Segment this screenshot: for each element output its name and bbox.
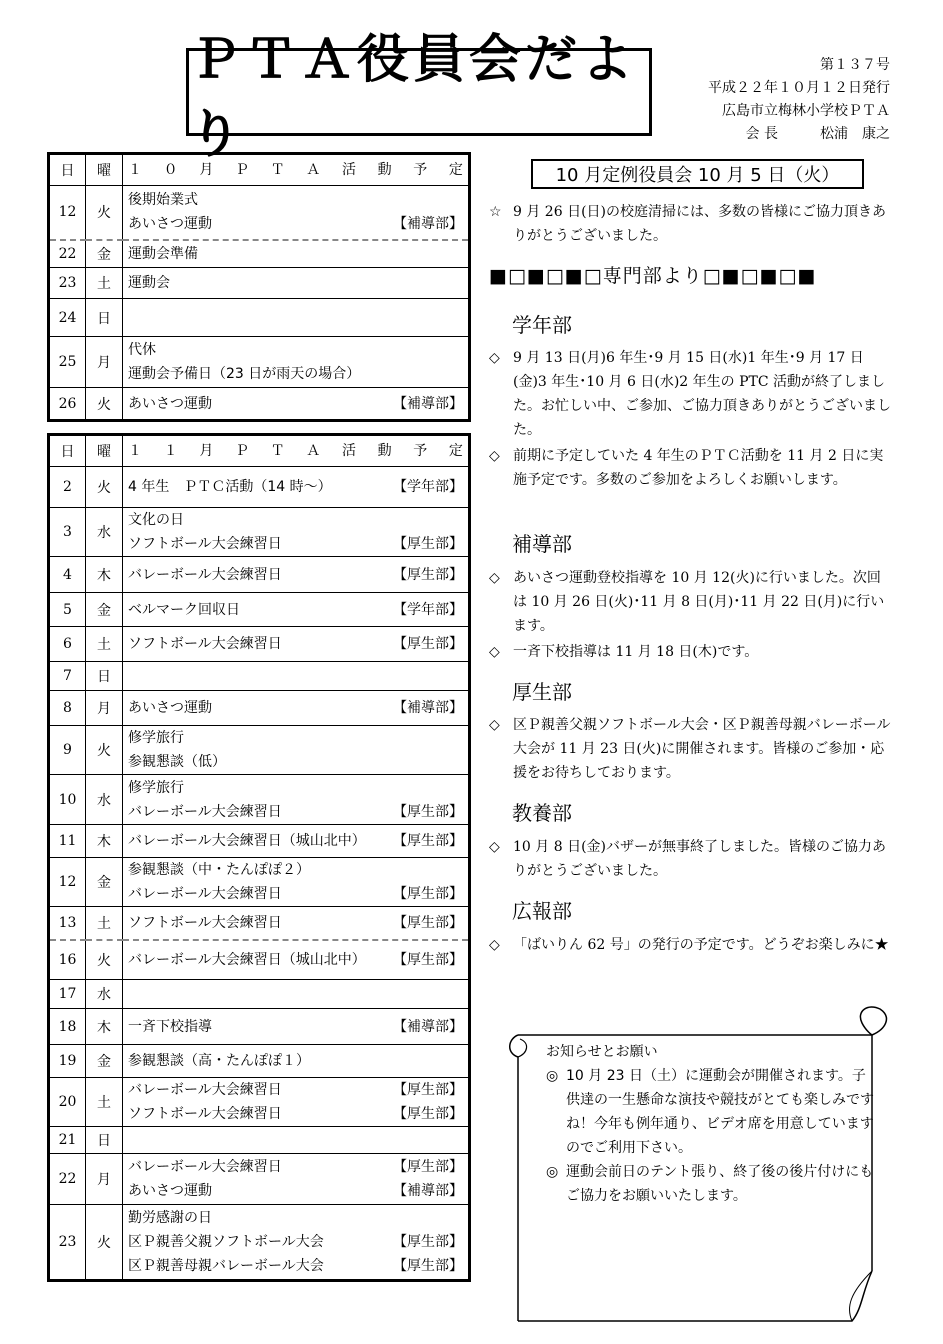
event-line <box>128 532 463 556</box>
weekday-cell: 水 <box>86 980 123 1009</box>
event-cell <box>123 940 470 980</box>
meeting-title: 10 月定例役員会 10 月 5 日（火） <box>531 159 864 189</box>
day-cell: 9 <box>49 726 86 775</box>
day-cell: 19 <box>49 1045 86 1078</box>
department-tag: 【厚生部】 <box>393 566 463 583</box>
day-cell: 20 <box>49 1078 86 1127</box>
day-cell: 4 <box>49 557 86 593</box>
department-tag: 【厚生部】 <box>393 1234 463 1250</box>
department-tag: 【厚生部】 <box>393 1159 463 1175</box>
november-schedule-table <box>47 433 471 1282</box>
event-cell <box>123 1205 470 1281</box>
event-line <box>128 858 463 882</box>
diamond-bullet-icon: ◇ <box>489 937 500 953</box>
event-cell <box>123 1045 470 1078</box>
weekday-cell: 金 <box>86 593 123 627</box>
heading-char: 定 <box>448 443 463 459</box>
event-line <box>128 632 463 656</box>
title-box <box>186 30 652 165</box>
day-cell: 12 <box>49 186 86 240</box>
schedule-row <box>49 1078 470 1127</box>
schedule-header-row <box>49 154 470 186</box>
event-line <box>128 508 463 532</box>
department-item-text: 10 月 8 日(金)バザーが無事終了しました。皆様のご協力ありがとうございました。 <box>513 839 886 879</box>
diamond-bullet-icon: ◇ <box>489 839 500 855</box>
heading-char: Ａ <box>306 162 321 178</box>
department-tag: 【厚生部】 <box>393 833 463 849</box>
schedule-row <box>49 858 470 907</box>
event-line <box>128 1179 463 1203</box>
heading-char: Ｐ <box>234 443 249 459</box>
weekday-cell: 日 <box>86 1127 123 1154</box>
event-cell <box>123 186 470 240</box>
department-heading: 学年部 <box>512 313 572 337</box>
president: 会 長 松浦 康之 <box>745 126 890 142</box>
department-tag: 【厚生部】 <box>393 1082 463 1098</box>
publisher: 広島市立梅林小学校ＰＴＡ <box>722 103 890 119</box>
day-cell: 12 <box>49 858 86 907</box>
day-cell: 11 <box>49 825 86 858</box>
heading-char: 動 <box>377 443 392 459</box>
event-line <box>128 188 463 212</box>
schedule-row <box>49 1154 470 1205</box>
event-text: 修学旅行 <box>128 779 184 796</box>
event-text: あいさつ運動 <box>128 395 212 412</box>
event-cell <box>123 858 470 907</box>
heading-char: ０ <box>163 162 178 178</box>
event-cell <box>123 907 470 940</box>
department-tag: 【補導部】 <box>393 1183 463 1199</box>
event-text: バレーボール大会練習日 <box>128 1082 282 1098</box>
weekday-cell: 水 <box>86 508 123 557</box>
department-item-text: 9 月 13 日(月)6 年生･9 月 15 日(水)1 年生･9 月 17 日(金)3 年生･10 月 6 日(水)2 年生の PTC 活動が終了しました。お忙しい中、ご参加、ご協力頂きありがとうございました。 <box>513 350 891 438</box>
event-text: ソフトボール大会練習日 <box>128 1106 282 1122</box>
department-tag: 【厚生部】 <box>393 803 463 820</box>
event-line <box>128 829 463 853</box>
heading-char: Ｔ <box>270 162 285 178</box>
event-text: 運動会 <box>128 275 170 291</box>
day-cell: 24 <box>49 299 86 337</box>
schedule-row <box>49 508 470 557</box>
event-text: 文化の日 <box>128 512 184 528</box>
schedule-row <box>49 299 470 337</box>
event-text: 4 年生 ＰＴＣ活動（14 時～） <box>128 479 332 495</box>
department-tag: 【厚生部】 <box>393 1106 463 1122</box>
event-text: 一斉下校指導 <box>128 1018 212 1035</box>
notice-item <box>546 1064 876 1160</box>
event-text: 勤労感謝の日 <box>128 1210 212 1226</box>
schedule-heading <box>123 154 470 186</box>
weekday-cell: 火 <box>86 388 123 421</box>
event-line <box>128 696 463 720</box>
heading-char: 活 <box>341 443 356 459</box>
department-item-text: 「ばいりん 62 号」の発行の予定です。どうぞお楽しみに★ <box>513 937 889 953</box>
event-cell <box>123 268 470 299</box>
heading-characters <box>128 439 463 463</box>
department-heading: 教養部 <box>512 801 572 825</box>
event-cell <box>123 557 470 593</box>
department-separator: ■□■□■□専門部より□■□■□■ <box>489 265 817 287</box>
weekday-cell: 火 <box>86 726 123 775</box>
event-text: あいさつ運動 <box>128 700 212 716</box>
weekday-cell: 土 <box>86 627 123 662</box>
event-cell <box>123 691 470 726</box>
event-text: バレーボール大会練習日 <box>128 886 282 902</box>
heading-char: 予 <box>413 443 428 459</box>
event-text: ソフトボール大会練習日 <box>128 636 282 652</box>
event-line <box>128 1155 463 1179</box>
event-line <box>128 475 463 499</box>
event-line <box>128 242 463 266</box>
department-item <box>489 835 893 883</box>
schedule-row <box>49 775 470 825</box>
event-line <box>128 1230 463 1254</box>
day-cell: 8 <box>49 691 86 726</box>
heading-char: Ｔ <box>270 443 285 459</box>
heading-char: 定 <box>448 162 463 178</box>
day-cell: 17 <box>49 980 86 1009</box>
event-cell <box>123 593 470 627</box>
event-cell <box>123 662 470 691</box>
schedule-row <box>49 467 470 508</box>
event-cell <box>123 775 470 825</box>
weekday-cell: 土 <box>86 268 123 299</box>
notice-box <box>546 1040 876 1208</box>
event-text: 代休 <box>128 342 156 358</box>
schedule-row <box>49 1127 470 1154</box>
department-heading: 広報部 <box>512 899 572 923</box>
schedule-row <box>49 662 470 691</box>
day-cell: 5 <box>49 593 86 627</box>
heading-char: 動 <box>377 162 392 178</box>
schedule-row <box>49 907 470 940</box>
diamond-bullet-icon: ◇ <box>489 448 500 464</box>
event-line <box>128 1015 463 1039</box>
heading-char: Ｐ <box>234 162 249 178</box>
diamond-bullet-icon: ◇ <box>489 350 500 366</box>
schedule-row <box>49 726 470 775</box>
schedule-heading <box>123 435 470 467</box>
department-tag: 【厚生部】 <box>393 636 463 652</box>
schedule-row <box>49 825 470 858</box>
heading-char: Ａ <box>306 443 321 459</box>
event-cell <box>123 825 470 858</box>
schedule-row <box>49 1205 470 1281</box>
event-line <box>128 1206 463 1230</box>
heading-characters <box>128 158 463 182</box>
event-text: 参観懇談（低） <box>128 754 226 770</box>
weekday-cell: 日 <box>86 299 123 337</box>
department-tag: 【学年部】 <box>393 601 463 618</box>
event-cell <box>123 1009 470 1045</box>
department-item <box>489 640 893 664</box>
event-text: 区Ｐ親善父親ソフトボール大会 <box>128 1234 324 1250</box>
diamond-bullet-icon: ◇ <box>489 570 500 586</box>
schedule-row <box>49 627 470 662</box>
event-text: バレーボール大会練習日 <box>128 1159 282 1175</box>
event-line <box>128 271 463 295</box>
day-cell: 3 <box>49 508 86 557</box>
day-cell: 26 <box>49 388 86 421</box>
event-cell <box>123 508 470 557</box>
weekday-cell: 木 <box>86 1009 123 1045</box>
day-cell: 6 <box>49 627 86 662</box>
department-item-text: あいさつ運動登校指導を 10 月 12(火)に行いました。次回は 10 月 26 日(火)･11 月 8 日(月)･11 月 22 日(月)に行います。 <box>513 570 885 634</box>
double-circle-bullet-icon: ◎ <box>546 1164 559 1180</box>
day-cell: 25 <box>49 337 86 388</box>
department-heading: 厚生部 <box>512 680 572 704</box>
day-cell: 13 <box>49 907 86 940</box>
event-line <box>128 882 463 906</box>
notice-item-text: 運動会前日のテント張り、終了後の後片付けにもご協力をお願いいたします。 <box>566 1164 874 1204</box>
schedule-row <box>49 268 470 299</box>
event-line <box>128 911 463 935</box>
weekday-cell: 火 <box>86 186 123 240</box>
weekday-cell: 金 <box>86 1045 123 1078</box>
weekday-cell: 木 <box>86 557 123 593</box>
event-text: バレーボール大会練習日 <box>128 566 282 583</box>
heading-char: 予 <box>413 162 428 178</box>
event-line <box>128 338 463 362</box>
schedule-row <box>49 240 470 268</box>
weekday-column-header: 曜 <box>86 154 123 186</box>
event-text: 運動会予備日（23 日が雨天の場合） <box>128 366 361 382</box>
department-item <box>489 566 893 638</box>
event-text: ソフトボール大会練習日 <box>128 914 282 931</box>
department-tag: 【厚生部】 <box>393 886 463 902</box>
event-text: あいさつ運動 <box>128 1183 212 1199</box>
schedule-row <box>49 1009 470 1045</box>
department-tag: 【補導部】 <box>393 395 463 412</box>
weekday-cell: 金 <box>86 858 123 907</box>
department-item-text: 一斉下校指導は 11 月 18 日(木)です。 <box>513 644 759 660</box>
heading-char: １ <box>128 443 142 459</box>
weekday-cell: 木 <box>86 825 123 858</box>
event-line <box>128 212 463 236</box>
diamond-bullet-icon: ◇ <box>489 644 500 660</box>
weekday-cell: 火 <box>86 1205 123 1281</box>
event-line <box>128 726 463 750</box>
event-cell <box>123 1078 470 1127</box>
event-text: 参観懇談（中・たんぽぽ２） <box>128 862 310 878</box>
schedule-row <box>49 1045 470 1078</box>
event-text: 修学旅行 <box>128 730 184 746</box>
weekday-cell: 月 <box>86 691 123 726</box>
day-cell: 23 <box>49 268 86 299</box>
heading-char: １ <box>163 443 178 459</box>
day-cell: 23 <box>49 1205 86 1281</box>
schedule-row <box>49 557 470 593</box>
schedule-row <box>49 388 470 421</box>
department-item-text: 前期に予定していた 4 年生のＰＴＣ活動を 11 月 2 日に実施予定です。多数のご参加をよろしくお願いします。 <box>513 448 884 488</box>
event-line <box>128 563 463 587</box>
intro-text: 9 月 26 日(日)の校庭清掃には、多数の皆様にご協力頂きありがとうございました。 <box>513 204 886 244</box>
department-tag: 【補導部】 <box>393 216 463 233</box>
department-heading: 補導部 <box>512 532 572 556</box>
notice-item <box>546 1160 876 1208</box>
double-circle-bullet-icon: ◎ <box>546 1068 559 1084</box>
issue-number: 第１３７号 <box>820 57 890 73</box>
event-line <box>128 1078 463 1102</box>
department-tag: 【補導部】 <box>393 1018 463 1035</box>
heading-char: 月 <box>199 443 214 459</box>
newsletter-title: ＰＴＡ役員会だより <box>189 30 638 165</box>
weekday-cell: 土 <box>86 907 123 940</box>
schedule-row <box>49 593 470 627</box>
day-column-header: 日 <box>49 435 86 467</box>
weekday-column-header: 曜 <box>86 435 123 467</box>
weekday-cell: 金 <box>86 240 123 268</box>
department-tag: 【厚生部】 <box>393 536 463 552</box>
notice-title: お知らせとお願い <box>546 1044 658 1060</box>
event-line <box>128 392 463 416</box>
event-text: バレーボール大会練習日（城山北中） <box>128 833 366 849</box>
notice-items <box>546 1064 876 1208</box>
event-line <box>128 1049 463 1073</box>
heading-char: １ <box>128 162 142 178</box>
weekday-cell: 土 <box>86 1078 123 1127</box>
event-cell <box>123 388 470 421</box>
event-cell <box>123 240 470 268</box>
event-line <box>128 598 463 622</box>
department-item <box>489 713 893 785</box>
event-text: ベルマーク回収日 <box>128 601 240 618</box>
weekday-cell: 月 <box>86 337 123 388</box>
day-cell: 2 <box>49 467 86 508</box>
department-tag: 【厚生部】 <box>393 951 463 968</box>
event-cell <box>123 467 470 508</box>
issue-date: 平成２２年１０月１２日発行 <box>708 80 890 96</box>
department-tag: 【厚生部】 <box>393 1258 463 1274</box>
event-text: 運動会準備 <box>128 245 198 262</box>
schedule-row <box>49 186 470 240</box>
event-cell <box>123 1154 470 1205</box>
heading-char: 活 <box>341 162 356 178</box>
day-cell: 10 <box>49 775 86 825</box>
schedule-header-row <box>49 435 470 467</box>
event-cell <box>123 726 470 775</box>
department-tag: 【補導部】 <box>393 700 463 716</box>
schedule-row <box>49 940 470 980</box>
event-cell <box>123 337 470 388</box>
day-column-header: 日 <box>49 154 86 186</box>
day-cell: 21 <box>49 1127 86 1154</box>
weekday-cell: 火 <box>86 467 123 508</box>
heading-char: 月 <box>199 162 214 178</box>
weekday-cell: 水 <box>86 775 123 825</box>
event-line <box>128 750 463 774</box>
event-cell <box>123 627 470 662</box>
meeting-intro <box>489 200 893 248</box>
day-cell: 22 <box>49 240 86 268</box>
weekday-cell: 火 <box>86 940 123 980</box>
event-line <box>128 1254 463 1278</box>
event-text: バレーボール大会練習日 <box>128 803 282 820</box>
notice-item-text: 10 月 23 日（土）に運動会が開催されます。子供達の一生懸命な演技や競技がとても楽しみですね！今年も例年通り、ビデオ席を用意していますのでご利用下さい。 <box>566 1068 874 1156</box>
weekday-cell: 月 <box>86 1154 123 1205</box>
event-cell <box>123 1127 470 1154</box>
department-item <box>489 933 893 957</box>
event-text: 参観懇談（高・たんぽぽ１） <box>128 1053 310 1069</box>
event-line <box>128 948 463 972</box>
event-line <box>128 1102 463 1126</box>
department-tag: 【厚生部】 <box>393 914 463 931</box>
schedule-row <box>49 337 470 388</box>
event-cell <box>123 299 470 337</box>
department-item <box>489 444 893 492</box>
star-icon: ☆ <box>489 204 502 220</box>
event-text: バレーボール大会練習日（城山北中） <box>128 951 366 968</box>
issue-info <box>676 54 890 146</box>
event-text: 区Ｐ親善母親バレーボール大会 <box>128 1258 324 1274</box>
schedule-row <box>49 691 470 726</box>
event-text: 後期始業式 <box>128 192 198 209</box>
day-cell: 18 <box>49 1009 86 1045</box>
schedule-row <box>49 980 470 1009</box>
event-line <box>128 776 463 800</box>
event-line <box>128 362 463 386</box>
department-item <box>489 346 893 442</box>
day-cell: 22 <box>49 1154 86 1205</box>
event-cell <box>123 980 470 1009</box>
event-line <box>128 800 463 824</box>
day-cell: 7 <box>49 662 86 691</box>
october-schedule-table <box>47 152 471 422</box>
event-text: ソフトボール大会練習日 <box>128 536 282 552</box>
day-cell: 16 <box>49 940 86 980</box>
event-text: あいさつ運動 <box>128 216 212 233</box>
weekday-cell: 日 <box>86 662 123 691</box>
department-tag: 【学年部】 <box>393 479 463 495</box>
department-item-text: 区Ｐ親善父親ソフトボール大会・区Ｐ親善母親バレーボール大会が 11 月 23 日(火)に開催されます。皆様のご参加・応援をお待ちしております。 <box>513 717 891 781</box>
diamond-bullet-icon: ◇ <box>489 717 500 733</box>
